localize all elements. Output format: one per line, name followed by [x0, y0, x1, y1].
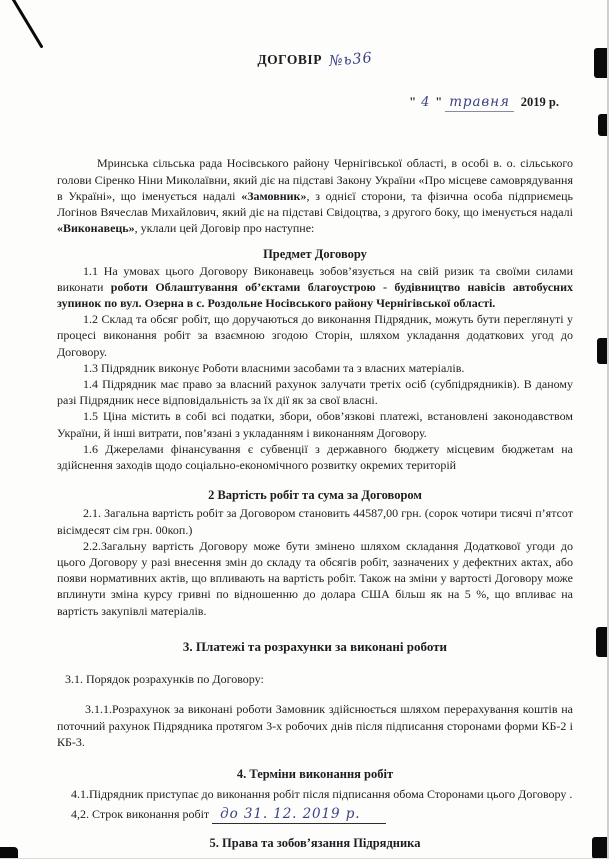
preamble-text-3: , уклали цей Договір про наступне: [134, 221, 315, 236]
section-4-heading: 4. Терміни виконання робіт [236, 766, 394, 781]
scan-artifact-right-3 [597, 338, 607, 364]
deadline-handwritten: до 31. 12. 2019 р. [212, 806, 386, 824]
scan-artifact-right-4 [596, 627, 607, 657]
clause-1-1-text: 1.1 На умовах цього Договору Виконавець зобов’язується на свій ризик та своїми силами виконати [57, 263, 573, 294]
scan-artifact-right-1 [594, 48, 607, 78]
clause-1-1 [57, 263, 573, 312]
date-month-handwritten: травня [445, 94, 514, 112]
preamble-text-2: , з однієї сторони, та фізична особа підприємець Логінов Вячеслав Михайлович, який діє на підставі Свідоцтва, з другого боку, що іменується надалі [57, 188, 573, 220]
clause-1-4: 1.4 Підрядник має право за власний рахунок залучати третіх осіб (субпідрядників). В даному разі Підрядник несе відповідальність за їх дії як за свої власні. [57, 377, 573, 408]
date-year: 2019 р. [520, 95, 559, 110]
section-3-heading: 3. Платежі та розрахунки за виконані роботи [182, 638, 448, 654]
section-5-heading: 5. Права та зобов’язання Підрядника [209, 835, 421, 850]
scan-artifact-bottom-left [0, 847, 18, 859]
contract-title-line [57, 52, 573, 68]
clause-3-1: 3.1. Порядок розрахунків по Договору: [65, 672, 264, 687]
clause-4-2-label: 4,2. Строк виконання робіт [71, 807, 210, 822]
section-2-heading: 2 Вартість робіт та сума за Договором [208, 488, 422, 503]
contract-date-line [57, 94, 573, 111]
contract-number-handwritten: №ь36 [328, 50, 374, 70]
clause-1-3: 1.3 Підрядник виконує Роботи власними засобами та з власних матеріалів. [83, 360, 465, 375]
preamble-text-1: Мринська сільська рада Носівського району Чернігівської області, в особі в. о. сільського голови Сіренко Ніни Миколаївни, який діє на підставі Закону України «Про місцеве самоврядування в Україні», що іменується надалі [57, 156, 573, 203]
date-quote-open: " [409, 95, 417, 110]
clause-4-2 [57, 806, 573, 822]
contract-body [57, 40, 573, 851]
clause-2-1: 2.1. Загальна вартість робіт за Договором становить 44587,00 грн. (сорок чотири тисячі п’ятсот вісімдесят сім грн. 00коп.) [57, 506, 573, 537]
date-day-handwritten: 4 [421, 95, 431, 111]
clause-1-5: 1.5 Ціна містить в собі всі податки, збори, обов’язкові платежі, встановлені законодавством України, й інші витрати, пов’язані з укладанням і виконанням Договору. [57, 409, 573, 440]
contract-title: ДОГОВІР [257, 52, 322, 67]
scan-artifact-fold-line [7, 0, 44, 49]
term-zamovnyk: «Замовник» [241, 188, 307, 203]
clause-4-1: 4.1.Підрядник приступає до виконання робіт після підписання обома Сторонами цього Договору . [71, 787, 573, 802]
clause-1-1-bold: роботи Облаштування об’єктами благоустрою - будівництво навісів автобусних зупинок по вул. Озерна в с. Роздольне Носівського району Чернігівської області. [57, 279, 573, 311]
scan-artifact-right-5 [592, 837, 607, 859]
term-vykonavets: «Виконавець» [57, 221, 135, 236]
clause-1-2: 1.2 Склад та обсяг робіт, що доручаються до виконання Підрядник, можуть бути переглянуті у процесі виконання робіт за взаємною згодою Сторін, шляхом укладання додаткових угод до Договору. [57, 312, 573, 359]
clause-3-1-1: 3.1.1.Розрахунок за виконані роботи Замовник здійснюється шляхом перерахування коштів на поточний рахунок Підрядника протягом 3-х робочих днів після підписання сторонами форми КБ-2 і КБ-3. [57, 702, 573, 749]
clause-2-2: 2.2.Загальну вартість Договору може бути змінено шляхом складання Додаткової угоди до цього Договору у разі внесення змін до складу та обсягів робіт, зазначених у дефектних актах, або появи нормативних актів, що впливають на вартість робіт. Також на зміни у вартості Договору може вплинути зміна курсу гривні по відношенню до долара США більш як на 5 %, що впливає на вартість закупівлі матеріалів. [57, 538, 573, 618]
section-1-heading: Предмет Договору [263, 247, 367, 262]
date-quote-close: " [435, 95, 443, 110]
scan-artifact-right-2 [598, 114, 607, 136]
clause-1-6: 1.6 Джерелами фінансування є субвенції з державного бюджету місцевим бюджетам на здійснення заходів щодо соціально-економічного розвитку окремих територій [57, 441, 573, 473]
preamble [57, 155, 573, 236]
